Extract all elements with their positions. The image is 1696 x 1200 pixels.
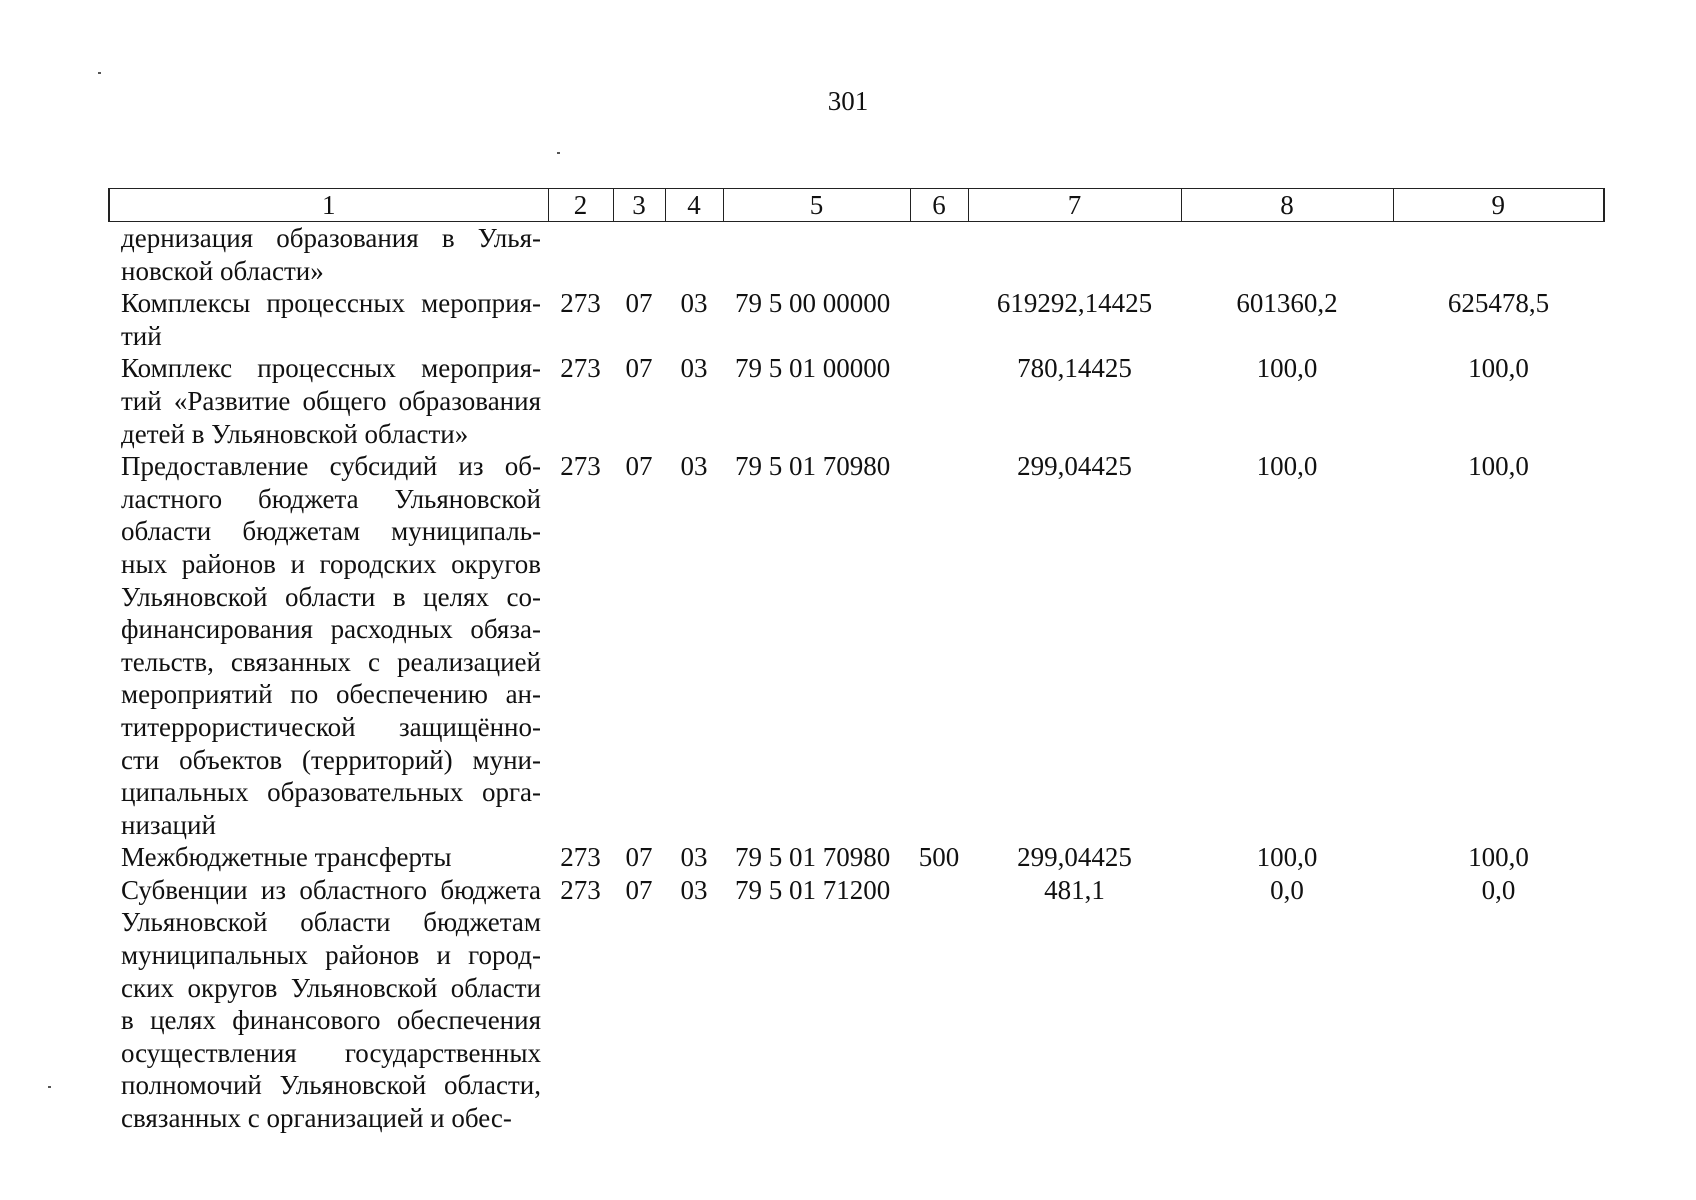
amount-col-9: 100,0	[1468, 451, 1529, 482]
expense-name	[109, 841, 548, 874]
expense-name-line: осуществления государственных	[121, 1037, 541, 1068]
amount-col-8: 601360,2	[1236, 288, 1338, 319]
column-number-header-row	[109, 189, 1604, 222]
amount-col-8: 0,0	[1270, 874, 1304, 905]
expense-name-line: ных районов и городских округов	[121, 548, 541, 579]
amount-col-9: 100,0	[1468, 353, 1529, 384]
expense-type-code	[910, 450, 968, 841]
amount-col-8: 100,0	[1256, 842, 1318, 873]
expense-name-line: тий «Развитие общего образования	[121, 385, 541, 416]
scan-speck	[48, 1086, 51, 1088]
subsection-code	[665, 222, 723, 288]
amount-col-8: 100,0	[1256, 451, 1318, 482]
amount-col-7: 619292,14425	[996, 288, 1153, 319]
scan-speck	[557, 152, 560, 154]
expense-name-line: тий	[121, 320, 162, 351]
expense-name	[109, 450, 548, 841]
expense-name-line: в целях финансового обеспечения	[121, 1005, 541, 1036]
section-code: 07	[625, 842, 653, 873]
subsection-code: 03	[680, 451, 708, 482]
column-header: 1	[109, 189, 548, 222]
budget-table	[108, 188, 1605, 1135]
table-row	[109, 450, 1604, 841]
ministry-code: 273	[560, 874, 601, 905]
expense-name-line: детей в Ульяновской области»	[121, 418, 469, 449]
expense-name	[109, 287, 548, 352]
expense-name-line: области бюджетам муниципаль-	[121, 516, 541, 547]
column-header: 4	[665, 189, 723, 222]
expense-type-code	[910, 874, 968, 1135]
column-header: 3	[613, 189, 665, 222]
amount-col-7: 780,14425	[1017, 353, 1132, 384]
target-article-code: 79 5 01 71200	[735, 874, 891, 905]
table-row	[109, 841, 1604, 874]
expense-name-line: Ульяновской области в целях со-	[121, 581, 541, 612]
column-header: 5	[723, 189, 910, 222]
expense-name-line: сти объектов (территорий) муни-	[121, 744, 541, 775]
ministry-code: 273	[560, 353, 601, 384]
expense-name	[109, 222, 548, 288]
expense-name	[109, 874, 548, 1135]
table-row	[109, 352, 1604, 450]
amount-col-8: 100,0	[1256, 353, 1318, 384]
ministry-code: 273	[560, 451, 601, 482]
expense-name-line: ских округов Ульяновской области	[121, 972, 541, 1003]
section-code: 07	[625, 874, 653, 905]
expense-name-line: Предоставление субсидий из об-	[121, 451, 541, 482]
table-body	[109, 222, 1604, 1135]
expense-type-code: 500	[918, 842, 960, 873]
amount-col-9	[1393, 222, 1604, 288]
column-header: 6	[910, 189, 968, 222]
target-article-code: 79 5 01 70980	[735, 842, 891, 873]
subsection-code: 03	[680, 353, 708, 384]
expense-name-line: полномочий Ульяновской области,	[121, 1070, 541, 1101]
expense-name-line: связанных с организацией и обес-	[121, 1103, 512, 1134]
amount-col-7: 299,04425	[1017, 451, 1132, 482]
expense-type-code	[910, 287, 968, 352]
expense-name-line: Комплексы процессных мероприя-	[121, 288, 541, 319]
target-article-code: 79 5 01 70980	[735, 451, 891, 482]
expense-name-line: мероприятий по обеспечению ан-	[121, 679, 541, 710]
expense-name	[109, 352, 548, 450]
expense-name-line: дернизация образования в Улья-	[121, 223, 541, 253]
expense-name-line: Межбюджетные трансферты	[121, 842, 452, 873]
ministry-code: 273	[560, 842, 601, 873]
table-row	[109, 222, 1604, 288]
expense-name-line: низаций	[121, 809, 216, 840]
expense-name-line: ластного бюджета Ульяновской	[121, 483, 541, 514]
target-article-code: 79 5 01 00000	[735, 353, 891, 384]
subsection-code: 03	[680, 874, 708, 905]
amount-col-9: 0,0	[1481, 874, 1516, 905]
column-header: 7	[968, 189, 1181, 222]
section-code: 07	[625, 353, 653, 384]
page-number: 301	[827, 86, 869, 116]
ministry-code: 273	[560, 288, 601, 319]
column-header: 8	[1181, 189, 1393, 222]
section-code	[613, 222, 665, 288]
expense-name-line: Ульяновской области бюджетам	[121, 907, 541, 938]
expense-name-line: титеррористической защищённо-	[121, 711, 541, 742]
section-code: 07	[625, 451, 653, 482]
amount-col-7: 481,1	[1044, 874, 1105, 905]
expense-name-line: муниципальных районов и город-	[121, 940, 541, 971]
amount-col-9: 100,0	[1468, 842, 1529, 873]
expense-name-line: ципальных образовательных орга-	[121, 777, 541, 808]
amount-col-9: 625478,5	[1447, 288, 1550, 319]
expense-name-line: финансирования расходных обяза-	[121, 614, 541, 645]
expense-name-line: Субвенции из областного бюджета	[121, 874, 541, 905]
column-header: 2	[548, 189, 613, 222]
target-article-code	[723, 222, 910, 288]
table-row	[109, 874, 1604, 1135]
amount-col-7: 299,04425	[1017, 842, 1132, 873]
expense-name-line: тельств, связанных с реализацией	[121, 646, 541, 677]
ministry-code	[548, 222, 613, 288]
subsection-code: 03	[680, 288, 708, 319]
table-row	[109, 287, 1604, 352]
scan-speck	[98, 72, 101, 74]
expense-name-line: Комплекс процессных мероприя-	[121, 353, 541, 384]
column-header: 9	[1393, 189, 1604, 222]
amount-col-7	[968, 222, 1181, 288]
expense-type-code	[910, 222, 968, 288]
target-article-code: 79 5 00 00000	[735, 288, 891, 319]
expense-type-code	[910, 352, 968, 450]
expense-name-line: новской области»	[121, 255, 324, 286]
section-code: 07	[625, 288, 653, 319]
amount-col-8	[1181, 222, 1393, 288]
subsection-code: 03	[680, 842, 708, 873]
